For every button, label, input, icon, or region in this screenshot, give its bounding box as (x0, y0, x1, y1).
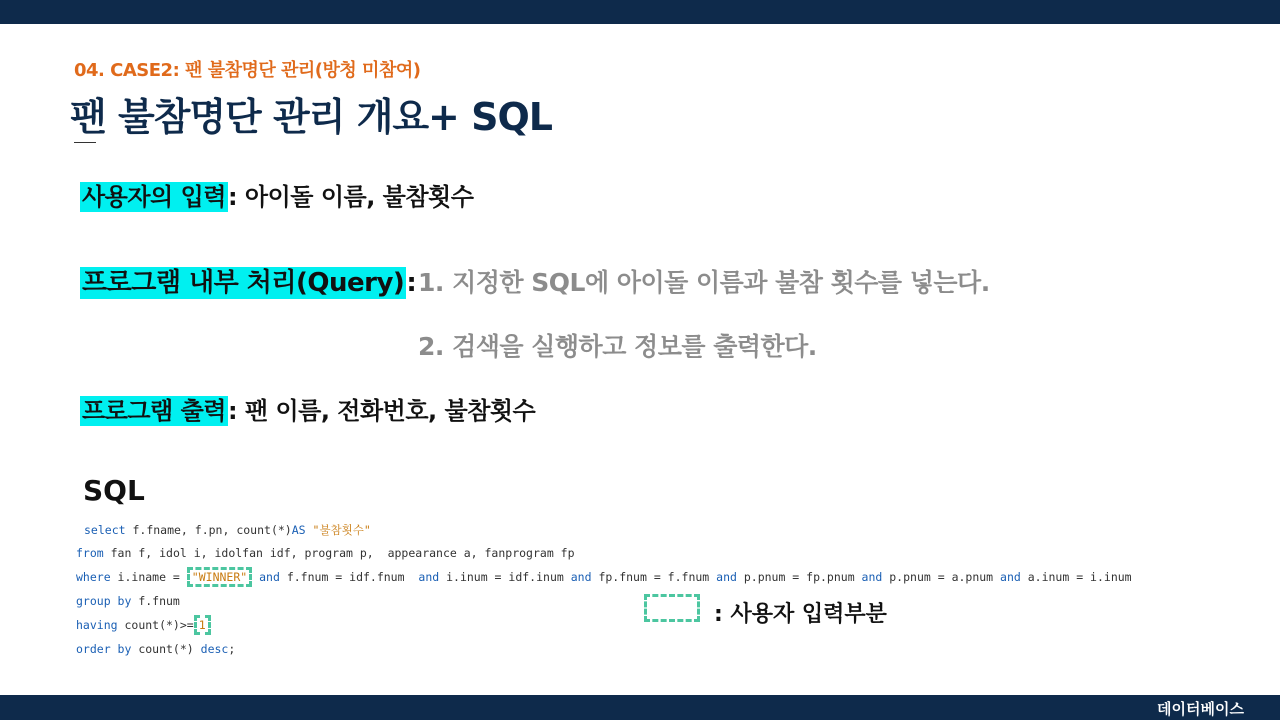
sql-text: p.pnum = a.pnum (882, 570, 1001, 584)
sql-text: i.inum = idf.inum (439, 570, 571, 584)
sql-keyword: group by (76, 594, 132, 608)
process-row (80, 262, 416, 299)
sql-keyword: and (1000, 570, 1021, 584)
output-value: : 팬 이름, 전화번호, 불참횟수 (227, 397, 536, 425)
sql-keyword: AS (291, 523, 306, 537)
sql-keyword: where (76, 570, 111, 584)
output-label: 프로그램 출력 (82, 397, 226, 425)
sql-line-from (76, 546, 575, 560)
input-label: 사용자의 입력 (82, 183, 226, 211)
sql-keyword: and (570, 570, 592, 584)
sql-text: a.inum = i.inum (1020, 570, 1132, 584)
top-bar (0, 0, 1280, 24)
sql-keyword: and (259, 570, 280, 584)
sql-heading: SQL (83, 474, 145, 507)
process-colon: : (406, 268, 417, 298)
sql-keyword: and (418, 570, 440, 584)
sql-keyword: having (76, 618, 118, 632)
sql-keyword: select (84, 523, 126, 537)
sql-text: f.fnum = idf.fnum (279, 570, 419, 584)
sql-text: p.pnum = fp.pnum (736, 570, 862, 584)
sql-keyword: from (76, 546, 104, 560)
section-subtitle: 04. CASE2: 팬 불참명단 관리(방청 미참여) (74, 60, 421, 81)
footer-label: 데이터베이스 (1157, 700, 1244, 718)
sql-text: count(*) (131, 642, 201, 656)
title-divider (74, 142, 96, 143)
sql-keyword: order by (76, 642, 132, 656)
sql-keyword: and (716, 570, 737, 584)
sql-line-select (84, 522, 371, 538)
sql-line-order-by (76, 642, 235, 656)
sql-text: f.fname, f.pn, count(*) (125, 523, 292, 537)
sql-text: f.fnum (131, 594, 180, 608)
sql-text: i.iname = (110, 570, 187, 584)
user-input-legend-label: : 사용자 입력부분 (714, 602, 887, 627)
sql-user-input-count: 1 (194, 615, 211, 635)
sql-text: ; (228, 642, 236, 656)
sql-line-where (76, 570, 1132, 584)
input-value: : 아이돌 이름, 불참횟수 (227, 183, 474, 211)
sql-string: "불참횟수" (312, 523, 371, 537)
sql-text: fan f, idol i, idolfan idf, program p, appearance a, fanprogram fp (103, 546, 575, 560)
sql-user-input-idol-name: "WINNER" (187, 567, 252, 587)
sql-keyword: and (861, 570, 883, 584)
sql-keyword: desc (200, 642, 229, 656)
process-step-1: 1. 지정한 SQL에 아이돌 이름과 불참 횟수를 넣는다. (418, 268, 990, 297)
input-row (80, 177, 473, 212)
page-title: 팬 불참명단 관리 개요+ SQL (70, 95, 553, 139)
sql-line-having (76, 618, 211, 632)
sql-text: fp.fnum = f.fnum (591, 570, 717, 584)
sql-line-group-by (76, 594, 180, 608)
sql-text: count(*)>= (117, 618, 194, 632)
bottom-bar (0, 695, 1280, 720)
process-label: 프로그램 내부 처리(Query) (82, 268, 405, 298)
user-input-legend-box (644, 594, 700, 622)
process-step-2: 2. 검색을 실행하고 정보를 출력한다. (418, 332, 817, 361)
output-row (80, 391, 535, 426)
